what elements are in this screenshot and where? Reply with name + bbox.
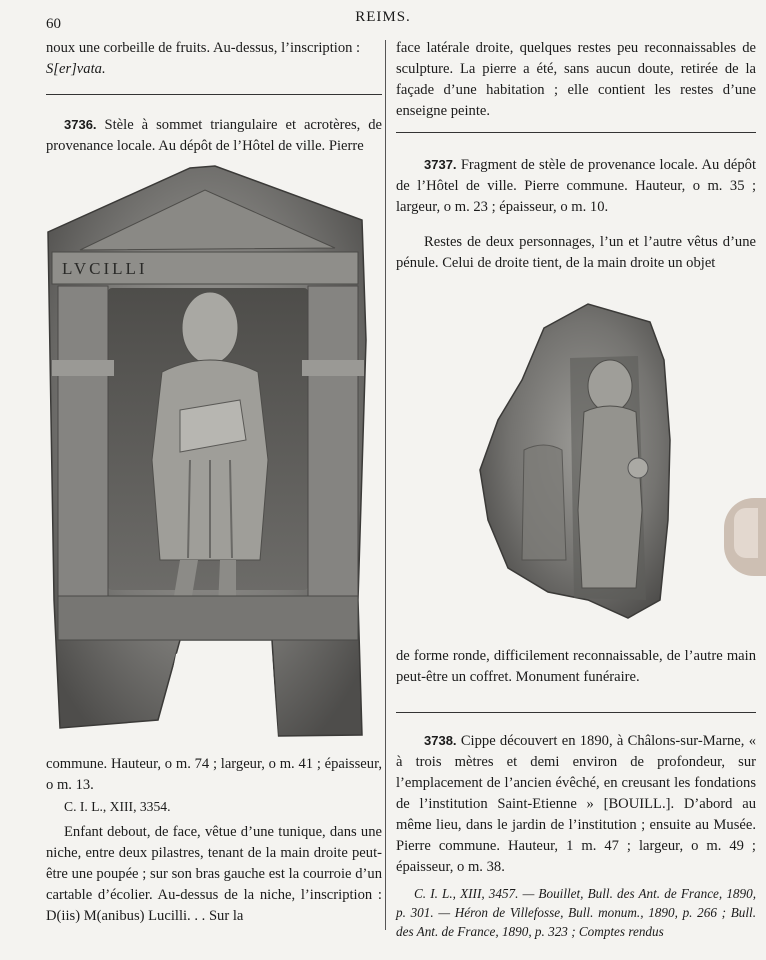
right-separator-2: [396, 712, 756, 713]
running-title: REIMS.: [355, 9, 411, 25]
entry-3737-heading: [396, 154, 756, 218]
fragment-3737-illustration: [478, 300, 678, 622]
page-number: 60: [46, 16, 61, 32]
stone-inscription: LVCILLI: [62, 259, 148, 278]
entry-3736-dimensions: commune. Hauteur, o m. 74 ; largeur, o m. 41 ; épaisseur, o m. 13.: [46, 756, 382, 793]
column-divider: [385, 40, 386, 930]
entry-3738-number: 3738.: [424, 733, 457, 748]
entry-3738-references: C. I. L., XIII, 3457. — Bouillet, Bull. des Ant. de France, 1890, p. 301. — Héron de Villefosse, Bull. monum., 1890, p. 266 ; Bull. des Ant. de France, 1890, p. 323 ; Comptes rendus: [396, 886, 756, 939]
entry-3737-number: 3737.: [424, 157, 457, 172]
stele-3736-illustration: [40, 160, 374, 740]
entry-3737-head: Fragment de stèle de provenance locale. Au dépôt de l’Hôtel de ville. Pierre commune. Hauteur, o m. 35 ; largeur, o m. 23 ; épaisseur, o m. 10.: [396, 157, 756, 215]
entry-3738-head: Cippe découvert en 1890, à Châlons-sur-Marne, « à trois mètres et demi environ de profondeur, sur l’emplacement de l’ancien évêché, en creusant les fondations de l’institution Saint-Etienne » [BOUILL.]. D’abord au même lieu, dans le jardin de l’institution ; ensuite au Musée. Pierre commune. Hauteur, 1 m. 47 ; largeur, o m. 49 ; épaisseur, o m. 38.: [396, 733, 756, 875]
stele-3736-photo: [40, 160, 374, 740]
left-top-line-2: S[er]vata.: [46, 61, 106, 77]
right-separator-1: [396, 132, 756, 133]
entry-3736-cil: C. I. L., XIII, 3354.: [64, 799, 171, 814]
entry-3738-heading: [396, 730, 756, 878]
thumb-nail: [734, 508, 758, 558]
left-top-text: [46, 38, 382, 80]
entry-3736-head: Stèle à sommet triangulaire et acrotères, de provenance locale. Au dépôt de l’Hôtel de ville. Pierre: [46, 117, 382, 154]
entry-3737-description-2: de forme ronde, difficilement reconnaissable, de l’autre main peut-être un coffret. Monument funéraire.: [396, 648, 756, 685]
left-separator: [46, 94, 382, 95]
entry-3737-description-1: Restes de deux personnages, l’un et l’autre vêtus d’une pénule. Celui de droite tient, de la main droite un objet: [396, 234, 756, 271]
fragment-3737-photo: [478, 300, 678, 622]
entry-3736-number: 3736.: [64, 117, 97, 132]
left-top-line-1: noux une corbeille de fruits. Au-dessus, l’inscription :: [46, 40, 361, 56]
right-top-text: face latérale droite, quelques restes peu reconnaissables de sculpture. La pierre a été, sans aucun doute, retirée de la façade d’une habitation ; elle contient les restes d’une enseigne peinte.: [396, 40, 756, 119]
entry-3736-description: Enfant debout, de face, vêtue d’une tunique, dans une niche, entre deux pilastres, tenant de la main droite peut-être une poupée ; sur son bras gauche est la courroie d’un cartable d’écolier. Au-dessus de la niche, l’inscription : D(iis) M(anibus) Lucilli. . . Sur la: [46, 824, 382, 924]
entry-3736-heading: [46, 114, 382, 157]
